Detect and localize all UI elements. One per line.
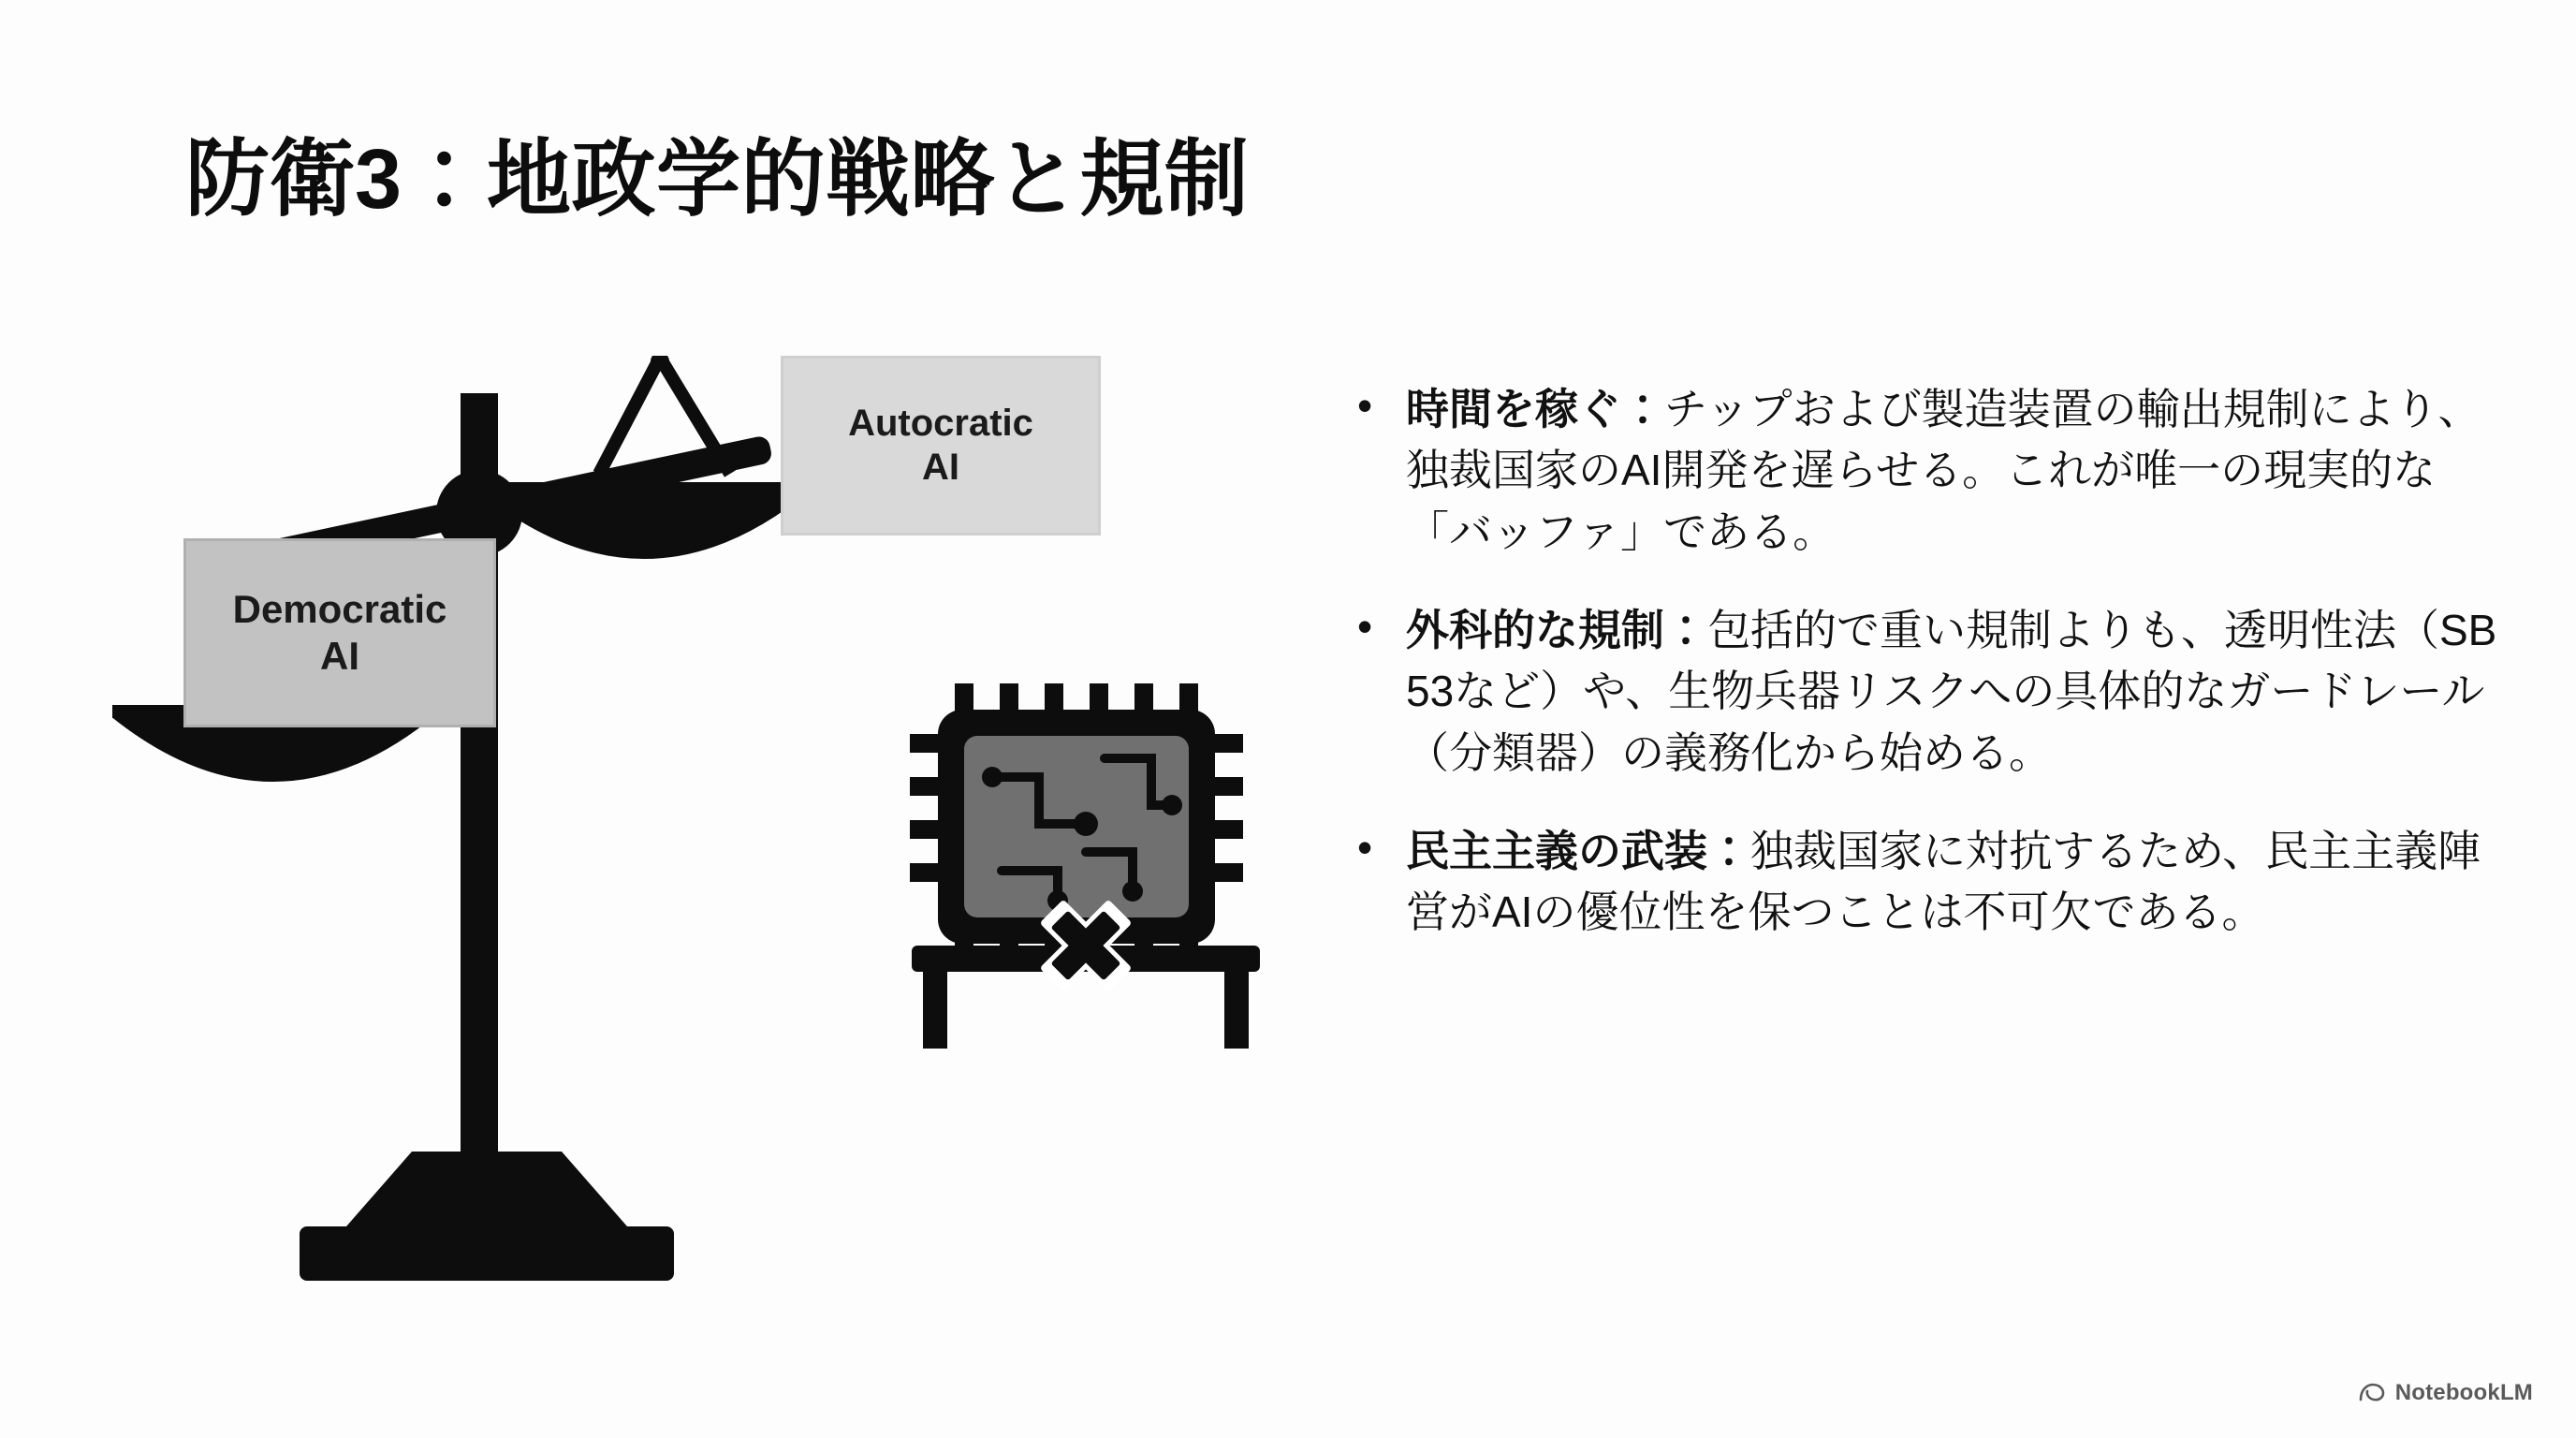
left-pan-label [183,538,496,727]
list-item [1348,600,2499,784]
bullet-list [1348,379,2499,981]
bullet-lead: 時間を稼ぐ： [1406,385,1664,433]
brand-footer [2358,1380,2533,1406]
left-pan-line1: Democratic [232,587,447,632]
bullet-lead: 外科的な規制： [1406,605,1707,654]
right-pan-label [781,356,1101,536]
right-pan-line1: Autocratic [848,402,1033,444]
brand-label: NotebookLM [2394,1380,2533,1405]
list-item [1348,379,2499,563]
restricted-chip-icon [889,665,1282,1058]
left-pan-line2: AI [319,634,359,678]
bullet-body: 包括的で重い規制よりも、透明性法（SB 53など）や、生物兵器リスクへの具体的なガードレール（分類器）の義務化から始める。 [1406,605,2497,777]
page-title: 防衛3：地政学的戦略と規制 [185,133,1250,227]
bullet-lead: 民主主義の武装： [1406,826,1750,875]
bullet-body: 独裁国家に対抗するため、民主主義陣営がAIの優位性を保つことは不可欠である。 [1406,826,2481,937]
list-item [1348,821,2499,944]
right-pan-line2: AI [922,447,959,488]
illustration-group [112,356,1282,1357]
bullet-body: チップおよび製造装置の輸出規制により、独裁国家のAI開発を遅らせる。これが唯一の現実的な「バッファ」である。 [1406,385,2481,556]
notebooklm-logo-icon [2358,1382,2386,1404]
